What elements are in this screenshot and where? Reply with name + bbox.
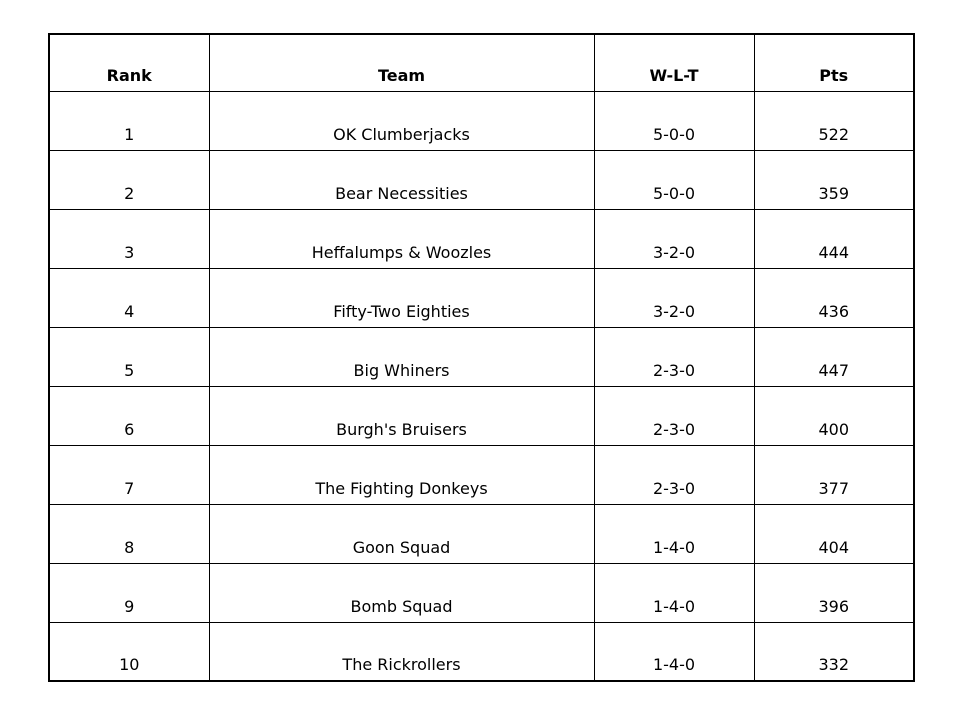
table-row <box>49 91 914 150</box>
team-cell: OK Clumberjacks <box>209 91 594 150</box>
wlt-cell: 3-2-0 <box>594 268 754 327</box>
wlt-cell: 2-3-0 <box>594 445 754 504</box>
table-row <box>49 445 914 504</box>
wlt-cell: 5-0-0 <box>594 150 754 209</box>
table-row <box>49 209 914 268</box>
table-row <box>49 327 914 386</box>
pts-cell: 522 <box>754 91 914 150</box>
table-row <box>49 150 914 209</box>
team-cell: Goon Squad <box>209 504 594 563</box>
table-row <box>49 386 914 445</box>
rank-cell: 7 <box>49 445 209 504</box>
wlt-cell: 2-3-0 <box>594 327 754 386</box>
rank-cell: 5 <box>49 327 209 386</box>
pts-cell: 377 <box>754 445 914 504</box>
team-cell: The Rickrollers <box>209 622 594 681</box>
rank-cell: 10 <box>49 622 209 681</box>
wlt-cell: 1-4-0 <box>594 504 754 563</box>
wlt-cell: 3-2-0 <box>594 209 754 268</box>
pts-cell: 444 <box>754 209 914 268</box>
column-header-team: Team <box>209 34 594 91</box>
wlt-cell: 5-0-0 <box>594 91 754 150</box>
pts-cell: 332 <box>754 622 914 681</box>
column-header-rank: Rank <box>49 34 209 91</box>
rank-cell: 9 <box>49 563 209 622</box>
pts-cell: 447 <box>754 327 914 386</box>
rank-cell: 6 <box>49 386 209 445</box>
pts-cell: 400 <box>754 386 914 445</box>
table-row <box>49 504 914 563</box>
team-cell: Bear Necessities <box>209 150 594 209</box>
wlt-cell: 2-3-0 <box>594 386 754 445</box>
team-cell: Bomb Squad <box>209 563 594 622</box>
pts-cell: 404 <box>754 504 914 563</box>
rank-cell: 2 <box>49 150 209 209</box>
wlt-cell: 1-4-0 <box>594 622 754 681</box>
column-header-pts: Pts <box>754 34 914 91</box>
pts-cell: 359 <box>754 150 914 209</box>
header-row <box>49 34 914 91</box>
team-cell: Big Whiners <box>209 327 594 386</box>
team-cell: Fifty-Two Eighties <box>209 268 594 327</box>
rank-cell: 4 <box>49 268 209 327</box>
pts-cell: 396 <box>754 563 914 622</box>
column-header-wlt: W-L-T <box>594 34 754 91</box>
rank-cell: 3 <box>49 209 209 268</box>
team-cell: The Fighting Donkeys <box>209 445 594 504</box>
team-cell: Burgh's Bruisers <box>209 386 594 445</box>
wlt-cell: 1-4-0 <box>594 563 754 622</box>
table-row <box>49 268 914 327</box>
rank-cell: 8 <box>49 504 209 563</box>
table-row <box>49 563 914 622</box>
pts-cell: 436 <box>754 268 914 327</box>
standings-table <box>48 33 915 682</box>
team-cell: Heffalumps & Woozles <box>209 209 594 268</box>
rank-cell: 1 <box>49 91 209 150</box>
table-row <box>49 622 914 681</box>
